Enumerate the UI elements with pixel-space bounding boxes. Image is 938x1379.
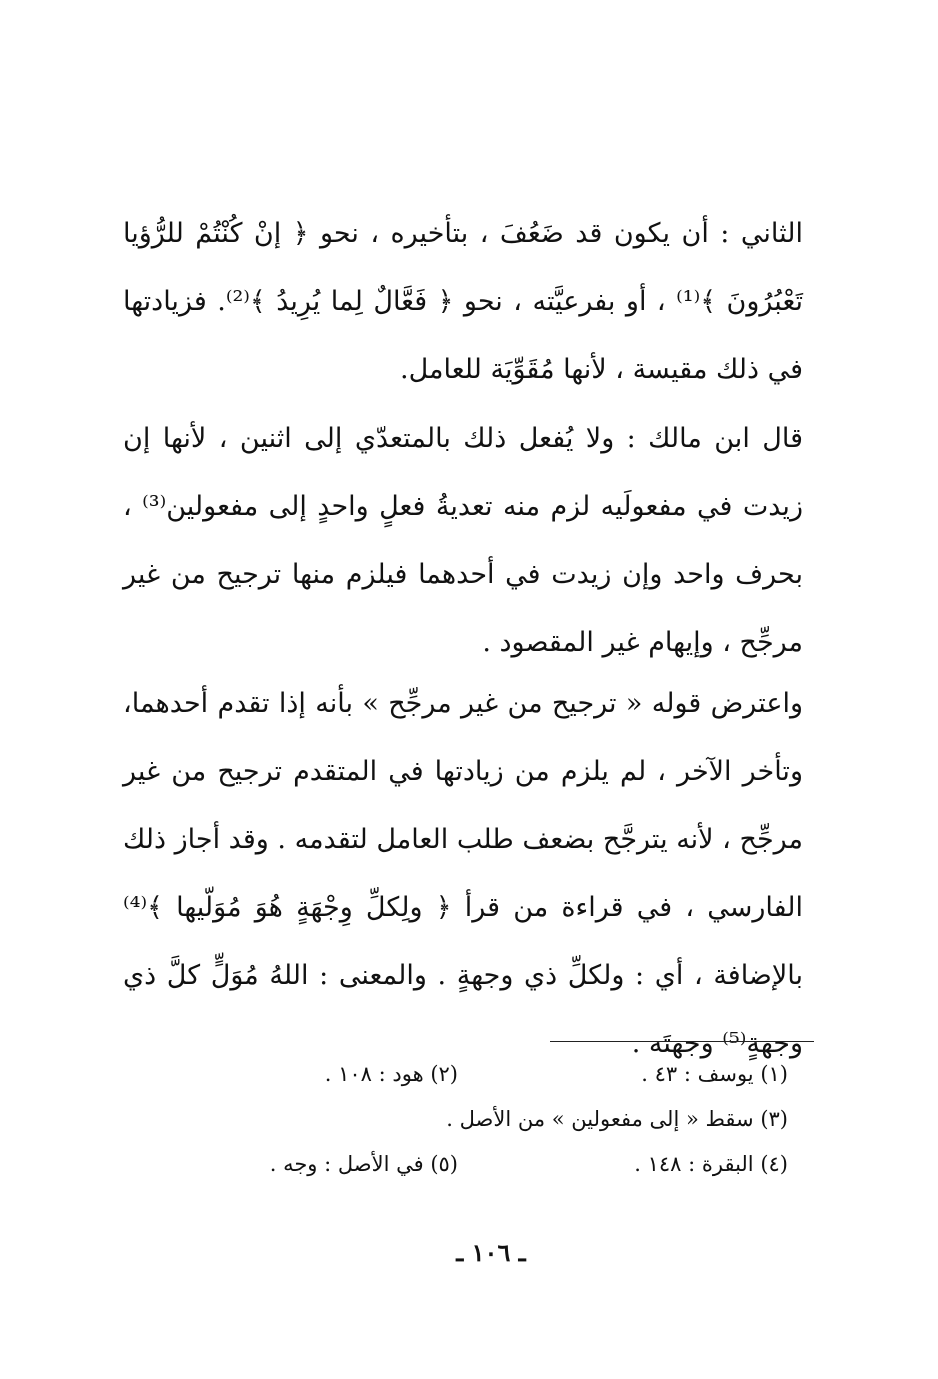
body-paragraph-1	[123, 200, 803, 404]
footnote-3: (٣) سقط « إلى مفعولين » من الأصل .	[446, 1107, 788, 1131]
footnote-row	[228, 1142, 788, 1187]
footnote-row	[228, 1097, 788, 1142]
body-paragraph-3	[123, 670, 803, 1078]
body-paragraph-2	[123, 405, 803, 677]
footnote-row	[228, 1052, 788, 1097]
footnote-divider	[550, 1041, 814, 1042]
footnotes	[228, 1052, 788, 1187]
page-number: ـ ١٠٦ ـ	[456, 1238, 526, 1267]
paragraph-text: الثاني : أن يكون قد ضَعُفَ ، بتأخيره ، نحو ﴿ إنْ كُنْتُمْ للرُّؤيا تَعْبُرُونَ ﴾⁽¹⁾ ، أو بفرعيَّته ، نحو ﴿ فَعَّالٌ لِما يُرِيدُ ﴾⁽²⁾. فزيادتها في ذلك مقيسة ، لأنها مُقَوِّيَة للعامل.	[123, 218, 803, 385]
footnote-1: (١) يوسف : ٤٣ .	[641, 1062, 788, 1086]
footnote-2: (٢) هود : ١٠٨ .	[324, 1062, 458, 1086]
paragraph-text: واعترض قوله « ترجيح من غير مرجِّح » بأنه إذا تقدم أحدهما، وتأخر الآخر ، لم يلزم من زيادتها في المتقدم ترجيح من غير مرجِّح ، لأنه يترجَّح بضعف طلب العامل لتقدمه . وقد أجاز ذلك الفارسي ، في قراءة من قرأ ﴿ ولِكلِّ وِجْهَةٍ هُوَ مُوَلّيها ﴾⁽⁴⁾ بالإضافة ، أي : ولكلِّ ذي وجهةٍ . والمعنى : اللهُ مُوَلٍّ كلَّ ذي وجهةٍ⁽⁵⁾ وجهتَه .	[123, 688, 804, 1059]
paragraph-text: قال ابن مالك : ولا يُفعل ذلك بالمتعدّي إلى اثنين ، لأنها إن زيدت في مفعولَيه لزم منه تعديةُ فعلٍ واحدٍ إلى مفعولين⁽³⁾ ، بحرف واحد وإن زيدت في أحدهما فيلزم منها ترجيح من غير مرجِّح ، وإيهام غير المقصود .	[123, 423, 803, 658]
footnote-4: (٤) البقرة : ١٤٨ .	[634, 1152, 788, 1176]
footnote-5: (٥) في الأصل : وجه .	[269, 1152, 458, 1176]
